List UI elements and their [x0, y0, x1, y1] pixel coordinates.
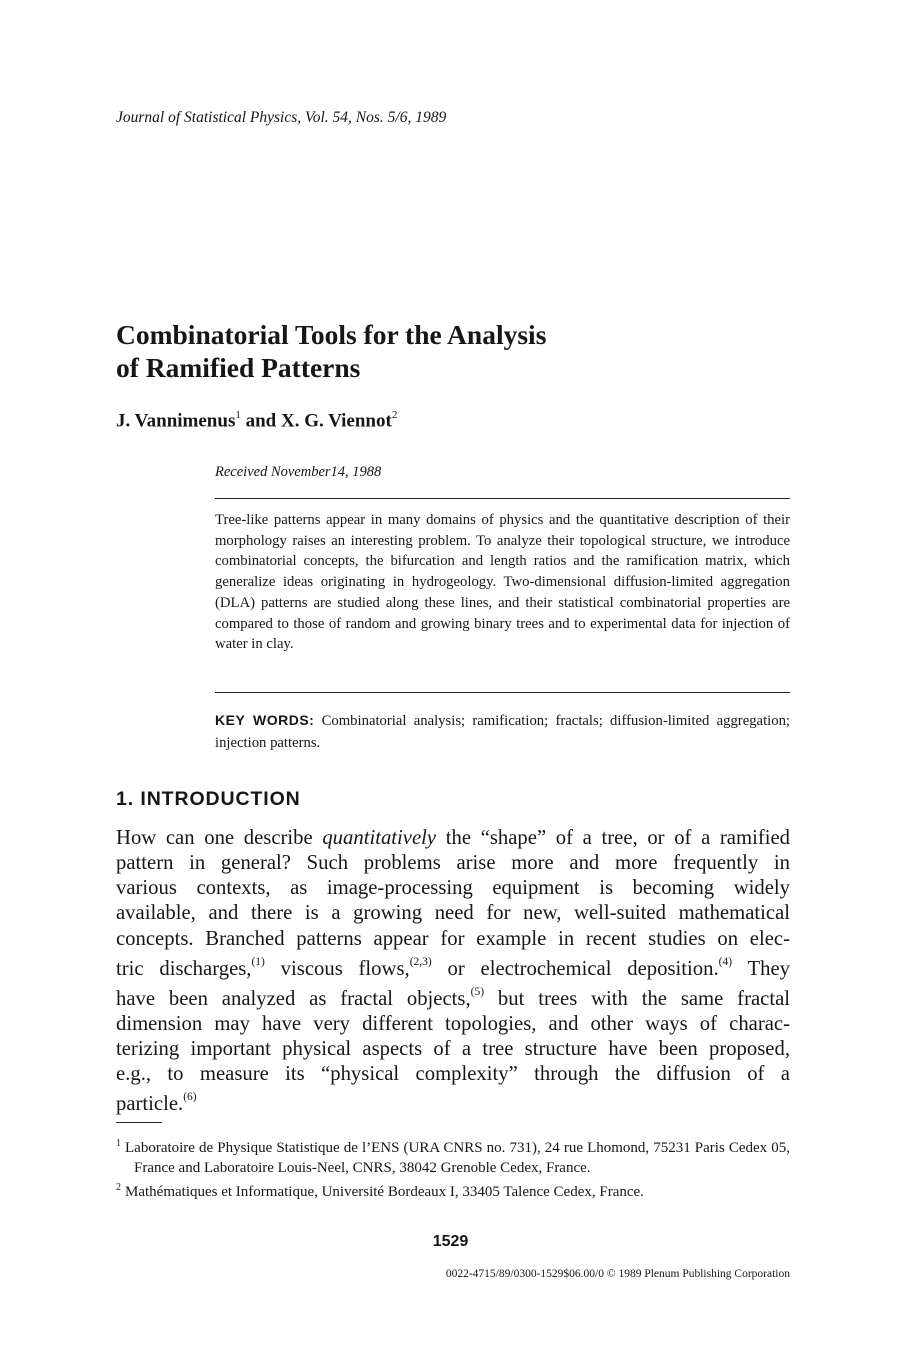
intro-line: available, and there is a growing need for new, well-suited mathematical — [116, 902, 790, 925]
abstract: Tree-like patterns appear in many domains of physics and the quantitative description of their morphology raises an interesting problem. To analyze their topological structure, we introduce combinatorial concepts, the bifurcation and length ratios and the ramification matrix, which generalize ideas originating in hydrogeology. Two-dimensional diffusion-limited aggregation (DLA) patterns are studied along these lines, and their statistical combinatorial properties are compared to those of random and growing binary trees and to experimental data for injection of water in clay. — [215, 512, 790, 653]
intro-line: terizing important physical aspects of a tree structure have been proposed, — [116, 1038, 790, 1061]
intro-text: have been analyzed as fractal objects, — [116, 987, 471, 1010]
citation-ref: (2,3) — [409, 955, 432, 968]
intro-line: various contexts, as image-processing equipment is becoming widely — [116, 877, 790, 900]
intro-text: the “shape” of a tree, or of a ramified — [436, 827, 790, 849]
author-connector: and — [240, 410, 281, 432]
citation-ref: (6) — [183, 1091, 197, 1104]
author-2-affiliation-mark: 2 — [391, 409, 398, 421]
footnote-rule — [116, 1122, 162, 1123]
citation-ref: (5) — [470, 985, 485, 998]
keywords — [215, 709, 794, 754]
footnote-text: Mathématiques et Informatique, Université Bordeaux I, 33405 Talence Cedex, France. — [125, 1184, 644, 1201]
intro-line — [116, 1087, 790, 1117]
intro-text: tric discharges, — [116, 957, 252, 980]
received-date: Received November14, 1988 — [215, 464, 382, 480]
footnote-2 — [116, 1178, 790, 1203]
keywords-label: KEY WORDS: — [215, 712, 315, 728]
abstract-bottom-rule — [215, 692, 790, 693]
article-title — [116, 318, 546, 384]
copyright-line: 0022-4715/89/0300-1529$06.00/0 © 1989 Plenum Publishing Corporation — [445, 1268, 790, 1280]
intro-line: concepts. Branched patterns appear for example in recent studies on elec- — [116, 927, 790, 950]
footnote-1 — [116, 1134, 790, 1178]
intro-line: dimension may have very different topologies, and other ways of charac- — [116, 1012, 790, 1035]
intro-text: but trees with the same fractal — [484, 987, 790, 1010]
intro-line: e.g., to measure its “physical complexity” through the diffusion of a — [116, 1063, 790, 1086]
intro-line: pattern in general? Such problems arise more and more frequently in — [116, 852, 790, 875]
journal-citation: Journal of Statistical Physics, Vol. 54, Nos. 5/6, 1989 — [116, 109, 447, 126]
section-heading: 1. INTRODUCTION — [116, 788, 301, 810]
intro-text: particle. — [116, 1093, 184, 1116]
page-number: 1529 — [432, 1233, 469, 1250]
intro-text: How can one describe — [116, 827, 323, 849]
footnote-text: Laboratoire de Physique Statistique de l’ENS (URA CNRS no. 731), 24 rue Lhomond, 75231 Paris Cedex 05, France and Laboratoire Louis-Neel, CNRS, 38042 Grenoble Cedex, France. — [125, 1140, 790, 1176]
footnotes — [116, 1134, 790, 1203]
footnote-mark: 1 — [116, 1138, 121, 1149]
intro-text: viscous flows, — [264, 957, 410, 980]
title-line-2: of Ramified Patterns — [116, 352, 361, 383]
title-line-1: Combinatorial Tools for the Analysis — [116, 319, 547, 350]
intro-text: or electrochemical deposition. — [431, 957, 719, 980]
footnote-mark: 2 — [116, 1182, 121, 1194]
intro-line — [116, 982, 790, 1012]
intro-text: They — [732, 957, 790, 980]
intro-line — [116, 952, 790, 982]
author-list — [116, 410, 397, 432]
intro-paragraph — [116, 826, 790, 1117]
author-1-affiliation-mark: 1 — [235, 409, 241, 421]
keywords-text: Combinatorial analysis; ramification; fractals; diffusion-limited aggregation; injection patterns. — [215, 713, 794, 751]
author-1: J. Vannimenus — [116, 410, 236, 432]
citation-ref: (1) — [251, 955, 265, 968]
abstract-top-rule — [215, 498, 790, 499]
intro-line — [116, 826, 790, 851]
citation-ref: (4) — [718, 955, 733, 968]
intro-emphasis: quantitatively — [322, 827, 437, 849]
author-2: X. G. Viennot — [280, 410, 392, 432]
